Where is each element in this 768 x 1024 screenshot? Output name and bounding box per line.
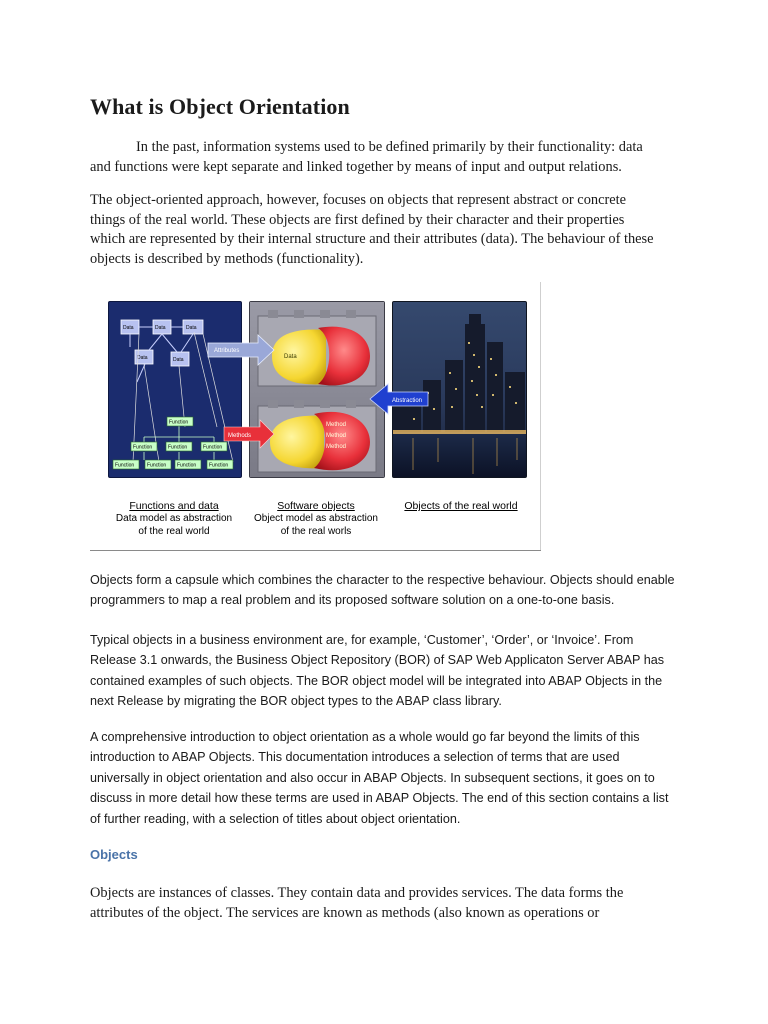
caption-line: of the real world: [138, 525, 210, 537]
method-label: Method: [326, 433, 347, 439]
caption-functions-and-data: Functions and data: [129, 500, 219, 512]
methods-label: Methods: [228, 433, 252, 439]
abstraction-label: Abstraction: [392, 398, 423, 404]
caption-real-world: Objects of the real world: [404, 500, 518, 512]
function-box-label: Function: [177, 462, 197, 469]
paragraph-oo-approach: The object-oriented approach, however, focuses on objects that represent abstract or concrete things of the real world. These objects are first defined by their character and their properties which are represented by their internal structure and their attributes (data). The behaviour of these objects is described by methods (functionality).: [90, 192, 654, 267]
paragraph-capsule: Objects form a capsule which combines the character to the respective behaviour. Objects should enable programmers to map a real problem and its proposed software solution on a one-to-one basis.: [90, 573, 675, 608]
figure-border-right: [540, 282, 541, 550]
caption-software-objects: Software objects: [277, 500, 355, 512]
method-label: Method: [326, 444, 347, 450]
caption-line: of the real worls: [280, 525, 352, 537]
caption-line: Data model as abstraction: [115, 513, 233, 524]
paragraph-introduction: A comprehensive introduction to object orientation as a whole would go far beyond the limits of this introduction to ABAP Objects. This documentation introduces a selection of terms that are used universally in object orientation and also occur in ABAP Objects. In subsequent sections, it goes on to discuss in more detail how these terms are used in ABAP Objects. The end of this section contains a list of further reading, with a selection of titles about object orientation.: [90, 730, 669, 826]
data-box-label: Data: [137, 355, 148, 361]
paragraph-intro: [90, 138, 660, 177]
function-box-label: Function: [169, 419, 189, 426]
method-label: Method: [326, 422, 347, 428]
abstraction-arrow: [370, 384, 428, 414]
paragraph-business-objects: Typical objects in a business environment are, for example, ‘Customer’, ‘Order’, or ‘Invoice’. From Release 3.1 onwards, the Business Object Repository (BOR) of SAP Web Applicaton Server ABAP has contained examples of such objects. The BOR object model will be integrated into ABAP Objects in the next Release by migrating the BOR object types to the ABAP class library.: [90, 633, 665, 709]
methods-arrow: [224, 420, 274, 448]
section-heading-objects: Objects: [90, 847, 138, 862]
function-box-label: Function: [133, 444, 153, 451]
data-box-label: Data: [123, 325, 134, 331]
function-box-label: Function: [209, 462, 229, 469]
capsule-data-label: Data: [284, 354, 297, 360]
caption-functions-subtitle: [98, 513, 250, 538]
function-box-label: Function: [168, 444, 188, 451]
function-box-label: Function: [147, 462, 167, 469]
paragraph-intro-text: In the past, information systems used to be defined primarily by their functionality: data and functions were kept separate and linked together by means of input and output relations.: [90, 139, 643, 175]
function-box-label: Function: [203, 444, 223, 451]
object-orientation-figure: [90, 280, 542, 552]
caption-line: Object model as abstraction: [254, 513, 378, 524]
paragraph-objects-definition: Objects are instances of classes. They contain data and provides services. The data forms the attributes of the object. The services are known as methods (also known as operations or: [90, 885, 624, 921]
attributes-arrow: [208, 335, 274, 365]
data-box-label: Data: [186, 325, 197, 331]
caption-software-subtitle: [239, 513, 393, 538]
figure-border-bottom: [90, 550, 541, 551]
data-box-label: Data: [155, 325, 166, 331]
data-box-label: Data: [173, 357, 184, 363]
function-box-label: Function: [115, 462, 135, 469]
attributes-label: Attributes: [214, 348, 240, 354]
page-title: What is Object Orientation: [90, 94, 350, 119]
